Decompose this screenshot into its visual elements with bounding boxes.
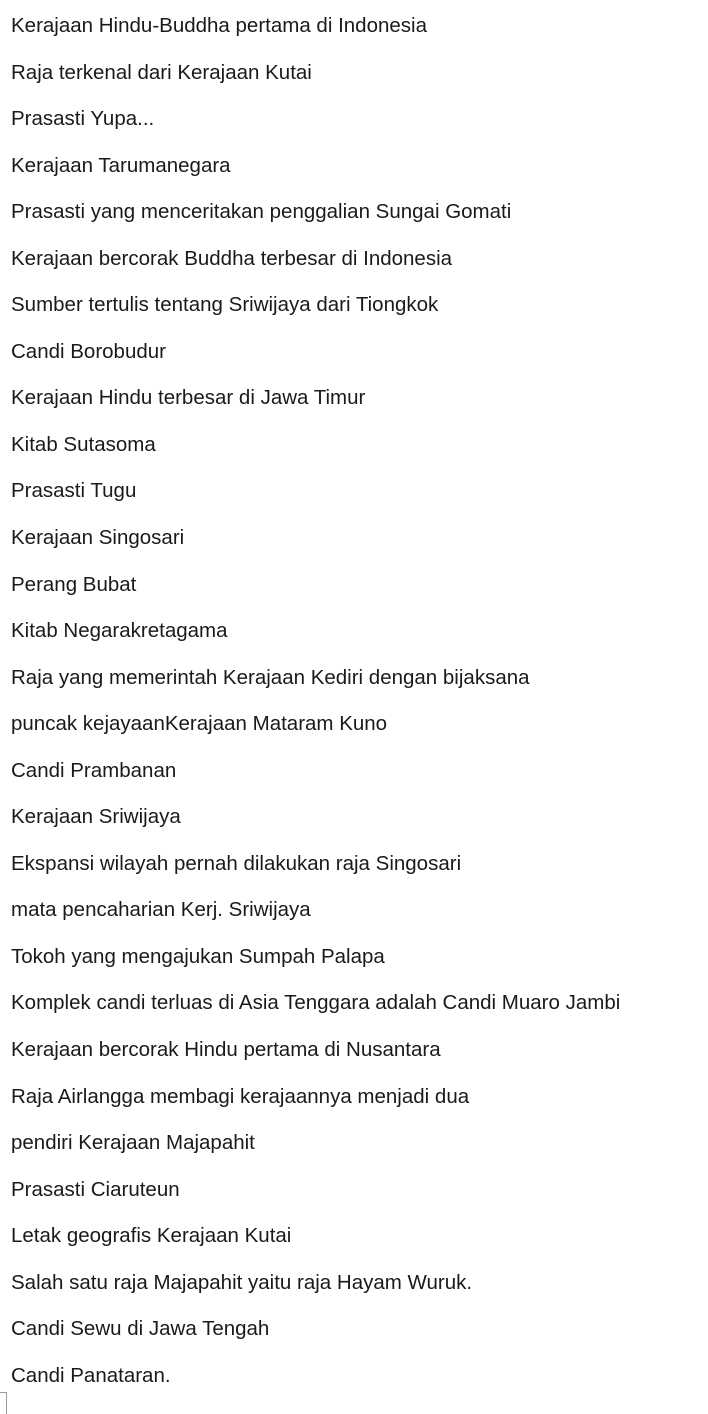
list-item: Kerajaan Singosari — [11, 526, 185, 550]
list-item: Komplek candi terluas di Asia Tenggara adalah Candi Muaro Jambi — [11, 991, 621, 1015]
list-item: Ekspansi wilayah pernah dilakukan raja Singosari — [11, 851, 462, 875]
list-item: Prasasti Yupa... — [11, 107, 155, 131]
list-item: Sumber tertulis tentang Sriwijaya dari Tiongkok — [11, 293, 439, 317]
list-item: Raja yang memerintah Kerajaan Kediri dengan bijaksana — [11, 665, 530, 689]
list-item: Candi Prambanan — [11, 758, 177, 782]
list-item: Raja Airlangga membagi kerajaannya menjadi dua — [11, 1084, 470, 1108]
list-item: Kitab Sutasoma — [11, 432, 156, 456]
list-item: Kerajaan Hindu terbesar di Jawa Timur — [11, 386, 366, 410]
text-list — [11, 3, 708, 1399]
list-item: mata pencaharian Kerj. Sriwijaya — [11, 898, 311, 922]
list-item: Candi Sewu di Jawa Tengah — [11, 1317, 270, 1341]
list-item: Kerajaan Hindu-Buddha pertama di Indonesia — [11, 14, 427, 37]
list-item: pendiri Kerajaan Majapahit — [11, 1131, 255, 1155]
list-item: Kerajaan bercorak Buddha terbesar di Indonesia — [11, 246, 453, 270]
list-item: puncak kejayaanKerajaan Mataram Kuno — [11, 712, 388, 736]
list-item: Prasasti Ciaruteun — [11, 1177, 180, 1201]
list-item: Kerajaan Tarumanegara — [11, 153, 231, 177]
list-item: Salah satu raja Majapahit yaitu raja Hayam Wuruk. — [11, 1270, 473, 1294]
list-item: Kerajaan Sriwijaya — [11, 805, 181, 829]
list-item: Candi Panataran. — [11, 1363, 171, 1387]
list-item: Raja terkenal dari Kerajaan Kutai — [11, 60, 312, 84]
list-item: Perang Bubat — [11, 572, 137, 596]
list-item: Prasasti yang menceritakan penggalian Sungai Gomati — [11, 200, 512, 224]
list-item: Letak geografis Kerajaan Kutai — [11, 1224, 292, 1248]
list-item: Kitab Negarakretagama — [11, 619, 228, 643]
list-item: Prasasti Tugu — [11, 479, 137, 503]
list-item: Kerajaan bercorak Hindu pertama di Nusantara — [11, 1038, 441, 1062]
list-item: Tokoh yang mengajukan Sumpah Palapa — [11, 944, 385, 968]
list-item: Candi Borobudur — [11, 339, 166, 363]
page-corner-mark — [0, 1392, 7, 1414]
